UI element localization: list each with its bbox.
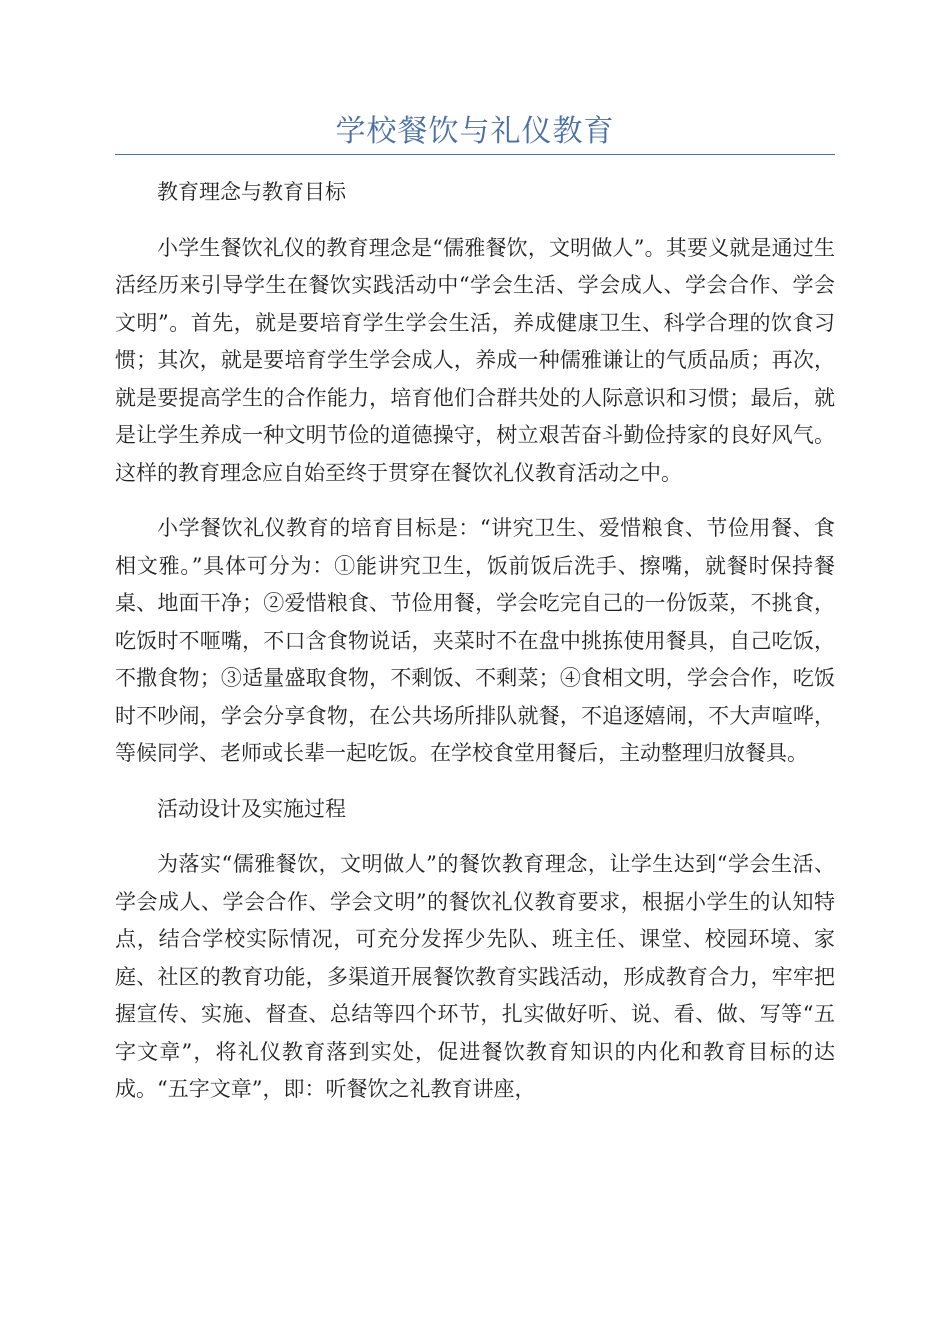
paragraph: 小学生餐饮礼仪的教育理念是“儒雅餐饮，文明做人”。其要义就是通过生活经历来引导学生在餐饮实践活动中“学会生活、学会成人、学会合作、学会文明”。首先，就是要培育学生学会生活，养成健康卫生、科学合理的饮食习惯；其次，就是要培育学生学会成人，养成一种儒雅谦让的气质品质；再次，就是要提高学生的合作能力，培育他们合群共处的人际意识和习惯；最后，就是让学生养成一种文明节俭的道德操守，树立艰苦奋斗勤俭持家的良好风气。这样的教育理念应自始至终于贯穿在餐饮礼仪教育活动之中。 bbox=[115, 235, 835, 485]
document-body bbox=[115, 174, 835, 1127]
title-underline bbox=[115, 154, 835, 155]
section-heading: 教育理念与教育目标 bbox=[157, 180, 346, 204]
document-title: 学校餐饮与礼仪教育 bbox=[335, 114, 615, 149]
section-heading: 活动设计及实施过程 bbox=[157, 796, 346, 821]
paragraph: 为落实“儒雅餐饮，文明做人”的餐饮教育理念，让学生达到“学会生活、学会成人、学会合作、学会文明”的餐饮礼仪教育要求，根据小学生的认知特点，结合学校实际情况，可充分发挥少先队、班主任、课堂、校园环境、家庭、社区的教育功能，多渠道开展餐饮教育实践活动，形成教育合力，牢牢把握宣传、实施、督查、总结等四个环节，扎实做好听、说、看、做、写等“五字文章”，将礼仪教育落到实处，促进餐饮教育知识的内化和教育目标的达成。“五字文章”，即：听餐饮之礼教育讲座， bbox=[115, 852, 835, 1101]
paragraph: 小学餐饮礼仪教育的培育目标是：“讲究卫生、爱惜粮食、节俭用餐、食相文雅。”具体可分为：①能讲究卫生，饭前饭后洗手、擦嘴，就餐时保持餐桌、地面干净；②爱惜粮食、节俭用餐，学会吃完自己的一份饭菜，不挑食，吃饭时不咂嘴，不口含食物说话，夹菜时不在盘中挑拣使用餐具，自己吃饭，不撒食物；③适量盛取食物，不剩饭、不剩菜；④食相文明，学会合作，吃饭时不吵闹，学会分享食物，在公共场所排队就餐，不追逐嬉闹，不大声喧哗，等候同学、老师或长辈一起吃饭。在学校食堂用餐后，主动整理归放餐具。 bbox=[115, 516, 835, 765]
